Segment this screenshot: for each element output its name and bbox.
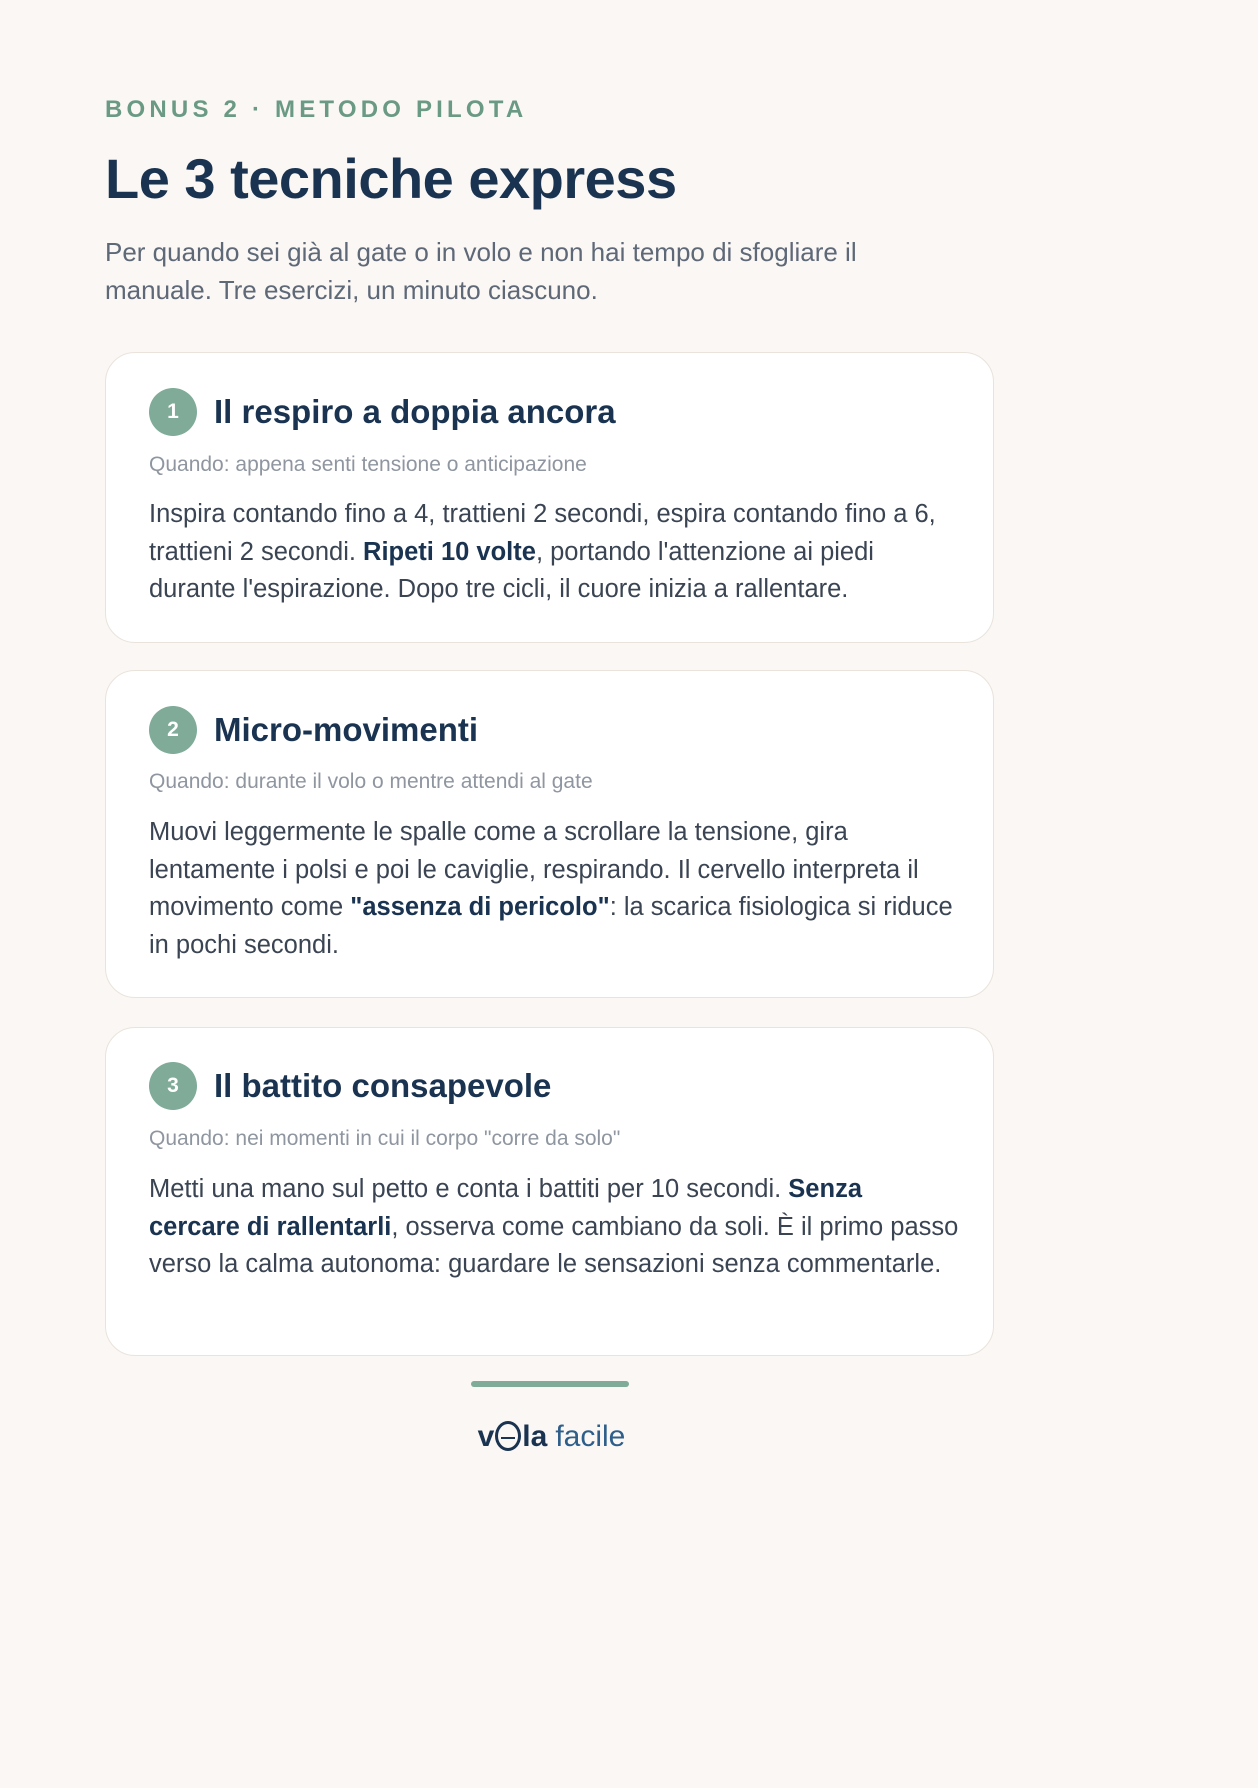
logo-word-2: facile	[555, 1420, 626, 1453]
card-header	[149, 388, 616, 436]
technique-card-2	[105, 670, 994, 998]
card-when-label: Quando: nei momenti in cui il corpo "corre da solo"	[149, 1127, 621, 1150]
technique-card-1	[105, 352, 994, 643]
footer-divider	[471, 1381, 629, 1387]
card-body: Muovi leggermente le spalle come a scrollare la tensione, gira lentamente i polsi e poi le caviglie, respirando. Il cervello interpreta il movimento come "assenza di pericolo": la scarica fisiologica si riduce in pochi secondi.	[149, 818, 953, 959]
card-body: Metti una mano sul petto e conta i battiti per 10 secondi. Senza cercare di rallentarli, osserva come cambiano da soli. È il primo passo verso la calma autonoma: guardare le sensazioni senza commentarle.	[149, 1175, 959, 1278]
card-header	[149, 1062, 551, 1110]
card-body: Inspira contando fino a 4, trattieni 2 secondi, espira contando fino a 6, trattieni 2 secondi. Ripeti 10 volte, portando l'attenzione ai piedi durante l'espirazione. Dopo tre cicli, il cuore inizia a rallentare.	[149, 500, 936, 603]
brand-logo	[0, 1420, 1103, 1454]
card-body-emphasis: Senza cercare di rallentarli	[149, 1175, 862, 1241]
logo-word-1: v la	[477, 1420, 548, 1453]
page-subtitle: Per quando sei già al gate o in volo e non hai tempo di sfogliare il manuale. Tre esercizi, un minuto ciascuno.	[105, 237, 857, 305]
card-when-label: Quando: appena senti tensione o anticipazione	[149, 453, 587, 476]
eyebrow-label: BONUS 2 · METODO PILOTA	[105, 96, 528, 123]
card-title: Micro-movimenti	[214, 711, 479, 748]
card-body-emphasis: Ripeti 10 volte	[363, 537, 536, 566]
card-title: Il battito consapevole	[214, 1067, 552, 1104]
step-number-badge: 3	[149, 1062, 197, 1110]
card-header	[149, 706, 478, 754]
logo-o-icon	[495, 1421, 521, 1451]
card-body-emphasis: "assenza di pericolo"	[350, 893, 610, 921]
technique-card-3	[105, 1027, 994, 1356]
page-title: Le 3 tecniche express	[105, 147, 677, 210]
step-number-badge: 1	[149, 388, 197, 436]
card-when-label: Quando: durante il volo o mentre attendi al gate	[149, 770, 593, 793]
step-number-badge: 2	[149, 706, 197, 754]
card-title: Il respiro a doppia ancora	[214, 393, 616, 430]
